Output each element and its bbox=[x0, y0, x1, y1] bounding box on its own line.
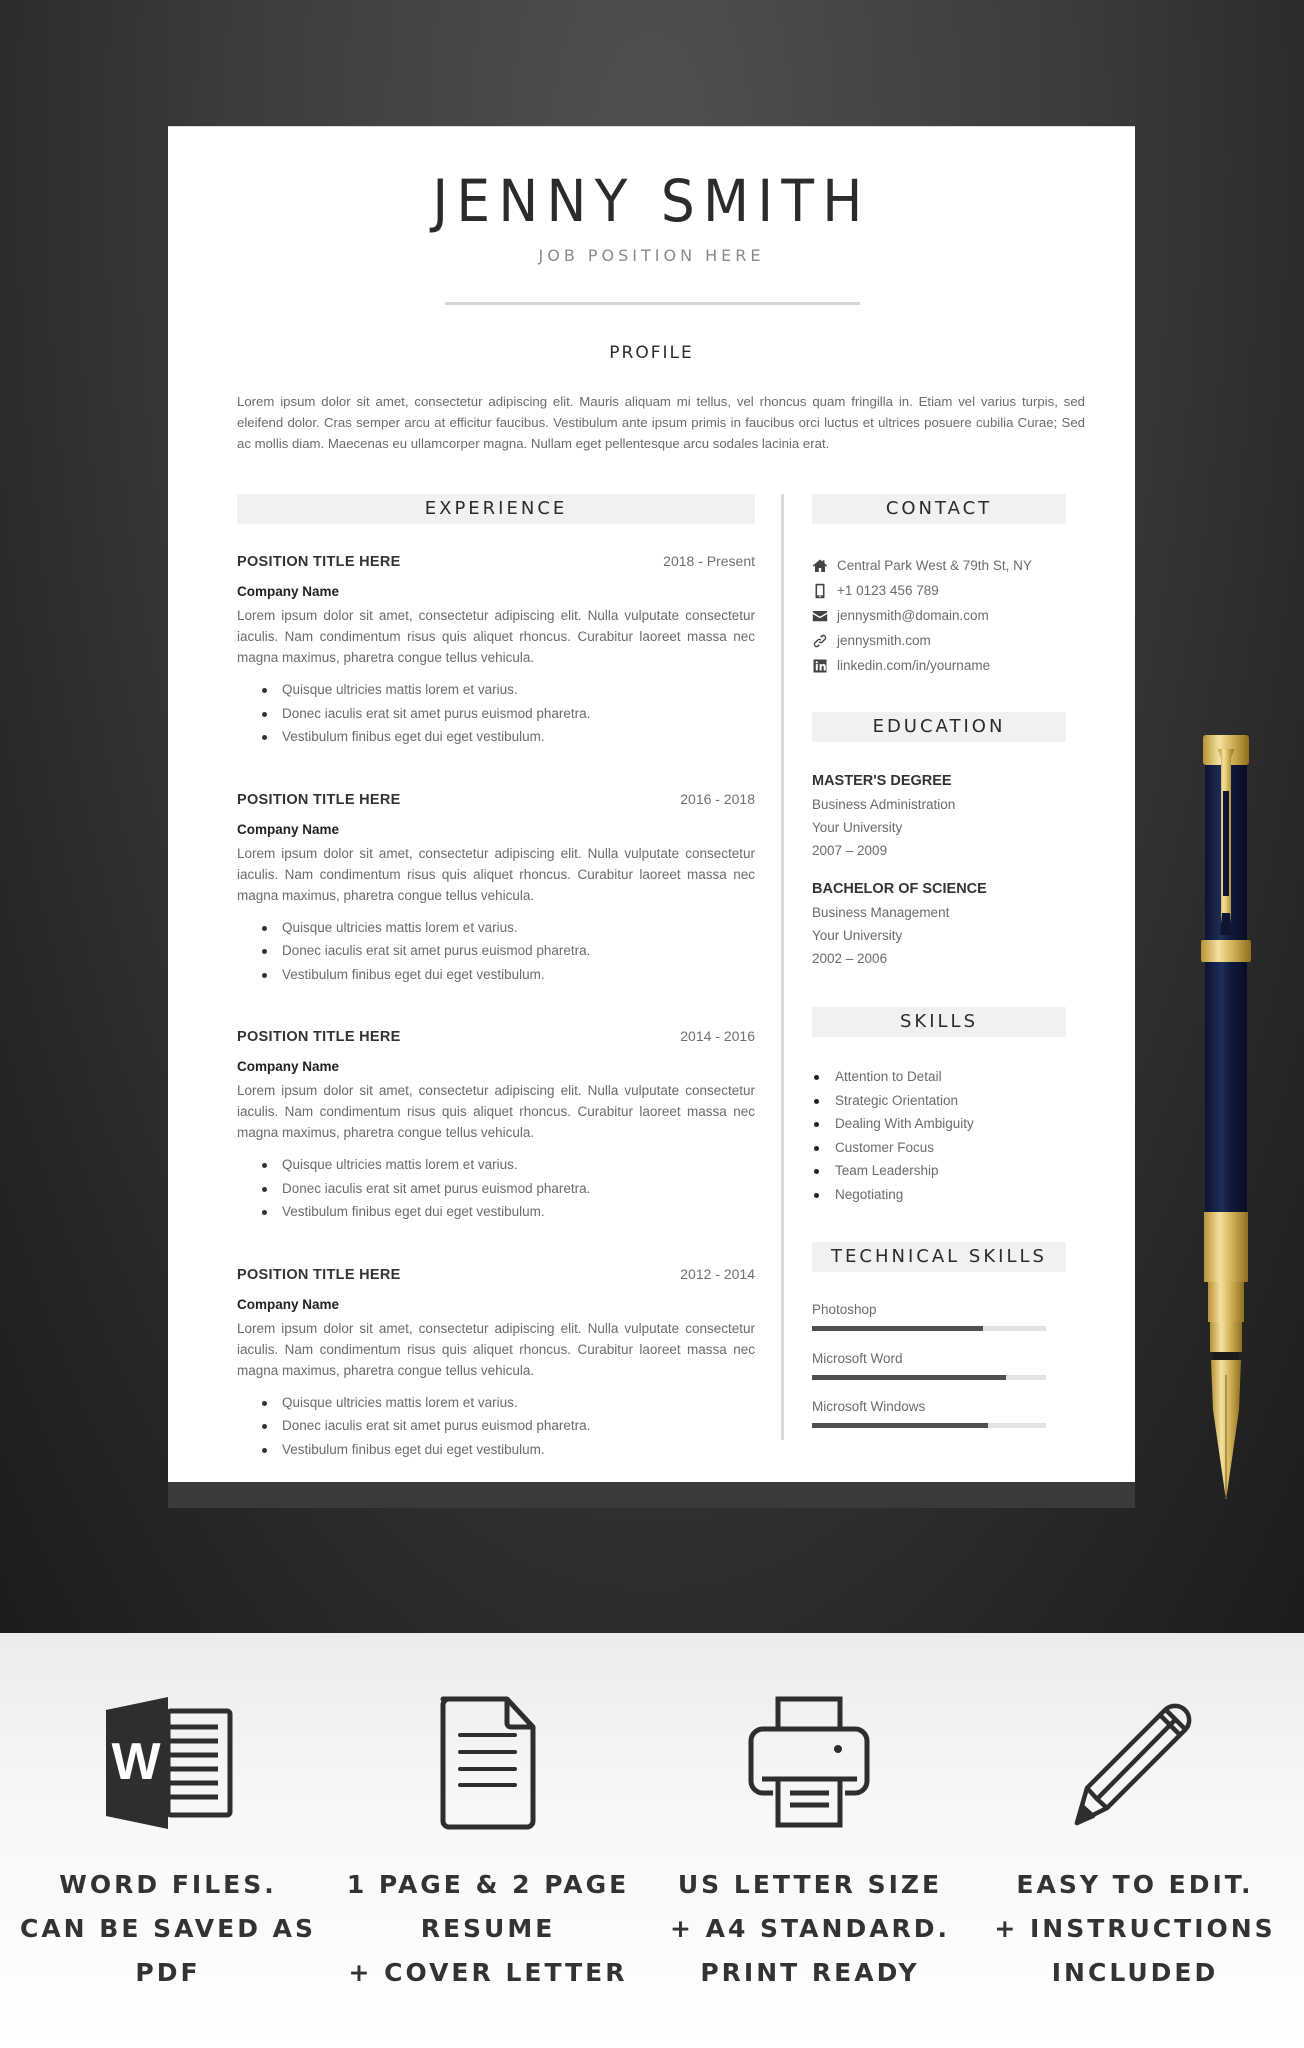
school-name: Your University bbox=[812, 928, 903, 943]
skill-bar-fill bbox=[812, 1423, 988, 1428]
caption-line: INCLUDED bbox=[1051, 1958, 1219, 1987]
job-bullet: Donec iaculis erat sit amet purus euismod pharetra. bbox=[262, 1177, 755, 1201]
contact-address bbox=[812, 553, 1066, 578]
skill-item: Team Leadership bbox=[812, 1159, 1066, 1183]
word-document-icon bbox=[5, 1693, 331, 1833]
skill-item: Dealing With Ambiguity bbox=[812, 1112, 1066, 1136]
column-divider bbox=[781, 494, 784, 1440]
skill-bar-fill bbox=[812, 1375, 1006, 1380]
job-bullet: Quisque ultricies mattis lorem et varius. bbox=[262, 916, 755, 940]
job-bullet: Donec iaculis erat sit amet purus euismod pharetra. bbox=[262, 702, 755, 726]
sidebar-column bbox=[812, 494, 1066, 1444]
caption-line: CAN BE SAVED AS bbox=[19, 1914, 317, 1943]
education-entry bbox=[812, 769, 1066, 862]
job-bullet: Quisque ultricies mattis lorem et varius. bbox=[262, 1153, 755, 1177]
contact-text[interactable]: linkedin.com/in/yourname bbox=[837, 658, 991, 673]
job-bullet: Vestibulum finibus eget dui eget vestibulum. bbox=[262, 963, 755, 987]
feature-caption bbox=[5, 1863, 331, 1995]
job-bullet: Vestibulum finibus eget dui eget vestibulum. bbox=[262, 1200, 755, 1224]
contact-text[interactable]: jennysmith@domain.com bbox=[837, 608, 989, 623]
skill-item: Customer Focus bbox=[812, 1136, 1066, 1160]
resume-name: JENNY SMITH bbox=[432, 167, 871, 235]
company-name: Company Name bbox=[237, 1059, 340, 1074]
feature-caption bbox=[972, 1863, 1298, 1995]
job-bullet: Vestibulum finibus eget dui eget vestibulum. bbox=[262, 725, 755, 749]
caption-line: RESUME bbox=[420, 1914, 556, 1943]
technical-skills-list bbox=[812, 1298, 1066, 1444]
contact-heading: CONTACT bbox=[812, 494, 1066, 524]
company-name: Company Name bbox=[237, 584, 340, 599]
job-description: Lorem ipsum dolor sit amet, consectetur adipiscing elit. Nulla vulputate consectetur iaculis. Nam condimentum risus quis aliquet rhoncus. Curabitur laoreet massa nec magna maximus, pharetra congue tellus vehicula. bbox=[237, 1320, 755, 1378]
caption-line: PRINT READY bbox=[700, 1958, 920, 1987]
job-bullet: Donec iaculis erat sit amet purus euismod pharetra. bbox=[262, 939, 755, 963]
job-bullets bbox=[237, 1391, 755, 1462]
job-dates: 2012 - 2014 bbox=[680, 1265, 755, 1282]
features-band bbox=[0, 1633, 1304, 2048]
job-title: POSITION TITLE HERE bbox=[237, 1029, 401, 1045]
feature-caption bbox=[325, 1863, 651, 1995]
resume-page bbox=[168, 126, 1135, 1482]
job-bullet: Donec iaculis erat sit amet purus euismod pharetra. bbox=[262, 1414, 755, 1438]
job-bullet: Quisque ultricies mattis lorem et varius. bbox=[262, 1391, 755, 1415]
contact-list bbox=[812, 553, 1066, 678]
job-bullets bbox=[237, 916, 755, 987]
skill-bar-track bbox=[812, 1326, 1046, 1331]
job-title: POSITION TITLE HERE bbox=[237, 554, 401, 570]
caption-line: US LETTER SIZE bbox=[677, 1870, 943, 1899]
education-heading: EDUCATION bbox=[812, 712, 1066, 742]
technical-skill-label: Photoshop bbox=[812, 1302, 877, 1317]
job-description: Lorem ipsum dolor sit amet, consectetur adipiscing elit. Nulla vulputate consectetur iaculis. Nam condimentum risus quis aliquet rhoncus. Curabitur laoreet massa nec magna maximus, pharetra congue tellus vehicula. bbox=[237, 1083, 755, 1140]
technical-skill bbox=[812, 1298, 1066, 1347]
technical-skills-heading: TECHNICAL SKILLS bbox=[812, 1242, 1066, 1272]
link-icon bbox=[812, 633, 837, 649]
technical-skill bbox=[812, 1347, 1066, 1396]
home-icon bbox=[812, 558, 837, 574]
job-title: POSITION TITLE HERE bbox=[237, 791, 401, 808]
education-list bbox=[812, 769, 1066, 970]
degree-years: 2002 – 2006 bbox=[812, 951, 888, 966]
school-name: Your University bbox=[812, 820, 903, 835]
svg-text:W: W bbox=[111, 1733, 161, 1791]
linkedin-icon bbox=[812, 658, 837, 674]
education-entry bbox=[812, 877, 1066, 970]
header-divider bbox=[445, 302, 860, 305]
technical-skill bbox=[812, 1395, 1066, 1444]
skill-item: Negotiating bbox=[812, 1183, 1066, 1207]
skills-heading: SKILLS bbox=[812, 1007, 1066, 1037]
job-entry bbox=[237, 553, 755, 749]
contact-linkedin bbox=[812, 653, 1066, 678]
job-description: Lorem ipsum dolor sit amet, consectetur adipiscing elit. Nulla vulputate consectetur iaculis. Nam condimentum risus quis aliquet rhoncus. Curabitur laoreet massa nec magna maximus, pharetra congue tellus vehicula. bbox=[237, 845, 755, 903]
feature-caption bbox=[647, 1863, 973, 1995]
technical-skill-label: Microsoft Word bbox=[812, 1350, 903, 1366]
job-description: Lorem ipsum dolor sit amet, consectetur adipiscing elit. Nulla vulputate consectetur iaculis. Nam condimentum risus quis aliquet rhoncus. Curabitur laoreet massa nec magna maximus, pharetra congue tellus vehicula. bbox=[237, 608, 755, 665]
skill-item: Strategic Orientation bbox=[812, 1089, 1066, 1113]
contact-phone bbox=[812, 578, 1066, 603]
profile-heading: PROFILE bbox=[609, 343, 694, 363]
caption-line: + INSTRUCTIONS bbox=[994, 1914, 1276, 1943]
degree-years: 2007 – 2009 bbox=[812, 843, 888, 858]
experience-column bbox=[237, 494, 755, 1461]
printer-icon bbox=[647, 1693, 973, 1833]
job-entry bbox=[237, 1028, 755, 1224]
degree-field: Business Management bbox=[812, 905, 950, 920]
pencil-icon bbox=[972, 1693, 1298, 1833]
document-icon bbox=[325, 1693, 651, 1833]
company-name: Company Name bbox=[237, 1296, 340, 1312]
caption-line: EASY TO EDIT. bbox=[1016, 1870, 1254, 1899]
skill-bar-fill bbox=[812, 1326, 983, 1331]
skill-item: Attention to Detail bbox=[812, 1065, 1066, 1089]
contact-text: Central Park West & 79th St, NY bbox=[837, 558, 1032, 573]
contact-email bbox=[812, 603, 1066, 628]
caption-line: + A4 STANDARD. bbox=[669, 1914, 951, 1943]
job-bullets bbox=[237, 678, 755, 749]
fountain-pen-image bbox=[1201, 735, 1251, 1505]
job-bullet: Quisque ultricies mattis lorem et varius. bbox=[262, 678, 755, 702]
skill-bar-track bbox=[812, 1423, 1046, 1428]
skill-bar-track bbox=[812, 1375, 1046, 1380]
company-name: Company Name bbox=[237, 821, 340, 837]
job-position: JOB POSITION HERE bbox=[538, 246, 765, 265]
job-bullets bbox=[237, 1153, 755, 1224]
caption-line: + COVER LETTER bbox=[348, 1958, 628, 1987]
caption-line: 1 PAGE & 2 PAGE bbox=[346, 1870, 630, 1899]
job-entry bbox=[237, 791, 755, 987]
skills-list bbox=[812, 1065, 1066, 1206]
job-title: POSITION TITLE HERE bbox=[237, 1266, 401, 1283]
experience-heading: EXPERIENCE bbox=[237, 494, 755, 524]
caption-line: WORD FILES. bbox=[59, 1870, 277, 1899]
contact-text[interactable]: +1 0123 456 789 bbox=[837, 583, 939, 598]
job-entry bbox=[237, 1266, 755, 1462]
mobile-phone-icon bbox=[812, 583, 837, 599]
envelope-icon bbox=[812, 608, 837, 624]
degree-field: Business Administration bbox=[812, 797, 956, 812]
degree-title: BACHELOR OF SCIENCE bbox=[812, 881, 987, 897]
job-dates: 2016 - 2018 bbox=[680, 790, 755, 807]
job-bullet: Vestibulum finibus eget dui eget vestibulum. bbox=[262, 1438, 755, 1462]
job-dates: 2018 - Present bbox=[663, 553, 755, 569]
degree-title: MASTER'S DEGREE bbox=[812, 773, 952, 789]
job-dates: 2014 - 2016 bbox=[680, 1028, 755, 1044]
contact-text[interactable]: jennysmith.com bbox=[837, 633, 931, 648]
technical-skill-label: Microsoft Windows bbox=[812, 1399, 926, 1414]
contact-website bbox=[812, 628, 1066, 653]
caption-line: PDF bbox=[135, 1958, 201, 1987]
profile-text: Lorem ipsum dolor sit amet, consectetur adipiscing elit. Mauris aliquam mi tellus, vel rhoncus quam fringilla in. Etiam vel varius turpis, sed eleifend dolor. Cras semper arcu at efficitur faucibus. Vestibulum ante ipsum primis in faucibus orci luctus et ultrices posuere cubilia Curae; Sed ac mollis diam. Maecenas eu ullamcorper magna. Nullam eget pellentesque arcu sodales lacinia erat. bbox=[237, 394, 1085, 451]
